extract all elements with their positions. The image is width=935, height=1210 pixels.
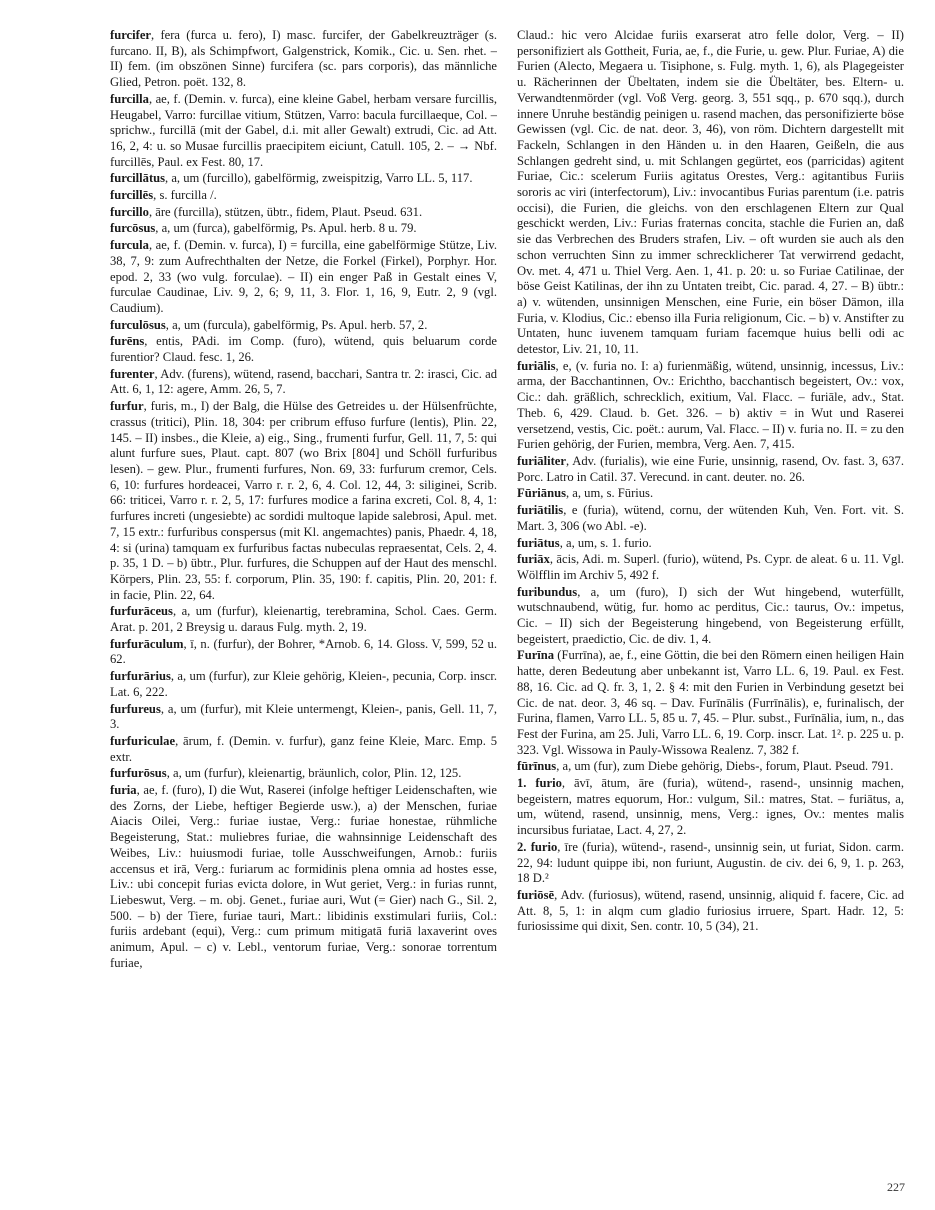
entry-headword: furēns (110, 334, 145, 349)
entry-headword: 1. furio (517, 776, 562, 791)
dictionary-entry (517, 888, 904, 935)
entry-definition: , a, um (furfur), kleienartig, terebramina, Schol. Caes. Germ. Arat. p. 201, 2 Breysig u. daraus Fulg. myth. 2, 19. (110, 604, 497, 635)
dictionary-entry (110, 221, 497, 237)
dictionary-entry (110, 238, 497, 317)
entry-headword: furiāx (517, 552, 550, 567)
entry-headword: furiātilis (517, 503, 564, 518)
dictionary-entry (110, 188, 497, 204)
entry-definition: , a, um (fur), zum Diebe gehörig, Diebs-, forum, Plaut. Pseud. 791. (556, 759, 894, 774)
dictionary-entry (110, 637, 497, 668)
entry-headword: furfurōsus (110, 766, 167, 781)
entry-definition: , īre (furia), wütend-, rasend-, unsinnig sein, ut furiat, Sidon. carm. 22, 94: ludunt quippe ibi, non furiunt, Augustin. de civ. dei 6, 9, 1. p. 263, 18 D.² (517, 839, 904, 886)
dictionary-entry (110, 669, 497, 700)
entry-headword: furiōsē (517, 887, 555, 902)
entry-definition: , ae, f. (furo), I) die Wut, Raserei (infolge heftiger Leidenschaften, wie des Zorns, der Liebe, heftiger Begierde usw.), a) der Menschen, furiae Aiacis Oilei, Verg.: furiae iustae, Verg.: furiae honestae, rühmliche Begeisterung, Stat.: muliebres furiae, die wahnsinnige Leidenschaft des Weibes, Liv.: huiusmodi furiae, tolle Ausschweifungen, Arnob.: furiis accensus et irā, Verg.: furiarum ac formidinis plena omnia ad hostes esse, Liv.: ubi concepit furias evicta dolore, in Wut geriet, Verg.: in furias runnt, Liebeswut, Verg. – m. obj. Genet., furiae auri, Wut (= Gier) nach G., Sil. 2, 500. – b) der Tiere, furiae tauri, Mart.: libidinis exstimulari furiis, Col.: furiis ardebant (equi), Verg.: cum primum mitigatā furiā laxaverint oves animum, Apul. – c) v. Lebl., ventorum furiae, Verg.: sonorae torrentum furiae, (110, 783, 497, 970)
dictionary-entry (517, 776, 904, 839)
entry-definition: , s. furcilla /. (153, 188, 217, 203)
entry-headword: furiāliter (517, 453, 566, 468)
entry-definition: , ārum, f. (Demin. v. furfur), ganz feine Kleie, Marc. Emp. 5 extr. (110, 733, 497, 764)
dictionary-entry (517, 759, 904, 775)
entry-headword: furcillēs (110, 188, 154, 203)
right-column (517, 28, 904, 1183)
entry-definition: , fera (furca u. fero), I) masc. furcifer, der Gabelkreuzträger (s. furcano. II, B), als Schimpfwort, Galgenstrick, Komik., Cic. u. Sen. rhet. – II) fem. (im obszönen Sinne) furcifera (sc. pars corporis), das männliche Glied, Petron. poët. 132, 8. (110, 28, 497, 90)
dictionary-entry (517, 585, 904, 648)
dictionary-entry (517, 486, 904, 502)
entry-headword: furia (110, 783, 137, 798)
entry-headword: furculōsus (110, 317, 166, 332)
dictionary-entry (517, 552, 904, 583)
entry-definition: , ī, n. (furfur), der Bohrer, *Arnob. 6, 14. Gloss. V, 599, 52 u. 62. (110, 636, 497, 667)
dictionary-entry (517, 359, 904, 453)
left-column (110, 28, 497, 1183)
entry-headword: furfuriculae (110, 733, 176, 748)
entry-definition: , a, um, s. 1. furio. (559, 535, 652, 550)
entry-headword: furiātus (517, 535, 560, 550)
dictionary-entry (517, 503, 904, 534)
entry-headword: furfureus (110, 701, 161, 716)
entry-headword: furcōsus (110, 221, 156, 236)
entry-definition: , Adv. (furiosus), wütend, rasend, unsinnig, aliquid f. facere, Cic. ad Att. 8, 5, 1: in alqm cum gladio furiosius irruere, Spart. Hadr. 12, 5: furiosissime qui dixit, Sen. contr. 10, 5 (34), 21. (517, 887, 904, 934)
entry-headword: furcifer (110, 28, 152, 42)
entry-definition: , ācis, Adi. m. Superl. (furio), wütend, Ps. Cypr. de aleat. 6 u. 11. Vgl. Wölfflin im Archiv 5, 492 f. (517, 552, 904, 582)
entry-definition: , ae, f. (Demin. v. furca), I) = furcilla, eine gabelförmige Stütze, Liv. 38, 7, 9: zum Aufrechthalten der Netze, die Forkel (Firkel), Porphyr. Hor. epod. 2, 33 (wo vulg. forculae). – II) ein enger Paß in Gestalt eines V, furculae Caudinae, Liv. 9, 2, 6; 9, 11, 3. Flor. 1, 16, 9, Eutr. 2, 9 (vgl. Caudium). (110, 238, 497, 315)
dictionary-entry (110, 783, 497, 971)
dictionary-entry (517, 536, 904, 552)
entry-headword: fūrīnus (517, 759, 557, 774)
entry-definition: , e, (v. furia no. I: a) furienmäßig, wütend, unsinnig, incessus, Liv.: arma, der Bacchantinnen, Ov.: Erichtho, bacchantisch begeistert, Ov.: vox, Cic.: dah. gräßlich, schrecklich, exitium, Val. Flacc. – furiāle, adv., Stat. Theb. 6, 429. Claud. b. Get. 326. – b) aktiv = in Wut und Raserei versetzend, vestis, Cic. poët.: aurum, Val. Flacc. – II) v. furia no. II. = zu den Furien gehörig, der Furien, membra, Verg. Aen. 7, 415. (517, 358, 904, 452)
entry-headword: Furīna (517, 648, 555, 663)
entry-headword: furfurāceus (110, 604, 173, 619)
entry-definition: , āre (furcilla), stützen, übtr., fidem, Plaut. Pseud. 631. (148, 204, 423, 219)
dictionary-entry (110, 28, 497, 91)
dictionary-entry (110, 399, 497, 603)
dictionary-entry (517, 454, 904, 485)
entry-definition: , furis, m., I) der Balg, die Hülse des Getreides u. der Hülsenfrüchte, crassus (tritici), Plin. 18, 304: per cribrum effuso furfure (lentis), Plin. 22, 145. – II) insbes., die Kleie, a) eig., Sing., frumenti furfur, Gell. 11, 7, 5: qui alunt furfure sues, Plaut. capt. 807 (wo Brix [804] und Schöll furfuribus lesen). – gew. Plur., frumenti furfures, Non. 69, 33: furfurum cremor, Cels. 6, 10: furfures hordeacei, Varro r. r. 2, 6, 4. Col. 12, 44, 3: siliginei, Scrib. 66: triticei, Varro r. r. 2, 5, 17: furfures modice a farina excreti, Col. 8, 4, 1: furfures increti (ungesiebte) ac sordidi multoque lapide salebrosi, Apul. met. 7, 15 extr.: furfuribus conspersus (mit Kl. angemachtes) panis, Phaedr. 4, 18, 4: si (urina) tamquam ex furfuribus factas nubeculas repraesentat, Cels. 2, 4. p. 35, 1 D. – b) übtr., Plur. furfures, die Schuppen auf der Haut des menschl. Körpers, Plin. 23, 55: f. corporum, Plin. 35, 190: f. capitis, Plin. 20, 201: f. in facie, Plin. 22, 64. (110, 399, 497, 602)
entry-definition: , a, um (furfur), kleienartig, bräunlich, color, Plin. 12, 125. (166, 766, 462, 781)
dictionary-entry (110, 766, 497, 782)
entry-headword: furfur (110, 399, 144, 414)
dictionary-entry (110, 604, 497, 635)
entry-headword: 2. furio (517, 839, 558, 854)
entry-headword: furiālis (517, 358, 556, 373)
dictionary-entry (110, 318, 497, 334)
entry-headword: furcilla (110, 91, 149, 106)
entry-definition: , a, um (furcula), gabelförmig, Ps. Apul. herb. 57, 2. (165, 317, 428, 332)
dictionary-entry (110, 702, 497, 733)
dictionary-entry (517, 28, 904, 358)
entry-definition: , a, um (furfur), zur Kleie gehörig, Kleien-, pecunia, Corp. inscr. Lat. 6, 222. (110, 669, 497, 699)
entry-definition: , a, um (furfur), mit Kleie untermengt, Kleien-, panis, Gell. 11, 7, 3. (110, 701, 497, 732)
entry-definition: , a, um (furcillo), gabelförmig, zweispitzig, Varro LL. 5, 117. (165, 171, 473, 186)
dictionary-entry (110, 205, 497, 221)
entry-definition: Claud.: hic vero Alcidae furiis exarserat atro felle dolor, Verg. – II) personifiziert als Gottheit, Furia, ae, f., die Furie, u. gew. Plur. Furiae, A) die Furien (Alecto, Megaera u. Tisiphone, s. Fulg. myth. 1, 6), als Plagegeister u. Rächerinnen der Übeltaten, indem sie die Übeltäter, bes. Eltern- u. Verwandtenmörder (vgl. Voß Verg. georg. 3, 551 sqq., p. 670 sqq.), durch innere Unruhe beständig peinigen u. rasend machen, das personifizierte böse Gewissen (vgl. Cic. de nat. deor. 3, 46), von röm. Dichtern dargestellt mit Fackeln, Schlangen in den Händen u. in den Haaren, Geißeln, die aus Schlangen gedreht sind, u. mit Schlangen gegürtet, eos (parricidas) agitent Furiae, Cic.: scelerum Furiis agitatus Orestes, Verg.: agitantibus Furiis sororis ac viri (interfectorum), Liv.: invocantibus Furias parentum (i.e. patris occisi), die Furien, die gleichs. von den erschlagenen Eltern zur Qual geschickt werden, Liv.: Furias fraternas concita, stachle die Furien an, daß sie das Verbrechen des Bruders strafen, Liv. – oft wurden sie auch als den schon verruchten Sinn zu immer schrecklicherer Tat verwirrend gedacht, Ov. met. 4, 471 u. Thiel Verg. Aen. 1, 41. p. 20: u. so Furiae Catilinae, der böse Geist Katilinas, der ihn zu Untaten treibt, Cic. parad. 4, 27. – B) übtr.: a) v. wütenden, unsinnigen Menschen, eine Furie, ein böser Dämon, illa Furia, v. Klodius, Cic.: ebenso illa Furia religionum, Cic. – b) v. Anstifter zu Untaten, hunc iuvenem tamquam furiam facemque huius belli odi ac detestor, Liv. 21, 10, 11. (517, 28, 904, 357)
dictionary-entry (110, 734, 497, 765)
entry-headword: furcillātus (110, 171, 166, 186)
dictionary-entry (110, 92, 497, 171)
entry-headword: furfurārius (110, 669, 171, 684)
entry-definition: , Adv. (furens), wütend, rasend, bacchari, Santra tr. 2: irasci, Cic. ad Att. 6, 1, 12: agere, Amm. 26, 5, 7. (110, 366, 497, 397)
entry-headword: furenter (110, 366, 155, 381)
entry-headword: furfurāculum (110, 636, 184, 651)
entry-definition: , a, um (furca), gabelförmig, Ps. Apul. herb. 8 u. 79. (155, 221, 417, 236)
entry-definition: , e (furia), wütend, cornu, der wütenden Kuh, Ven. Fort. vit. S. Mart. 3, 306 (wo Abl. -e). (517, 503, 904, 533)
entry-definition: , ae, f. (Demin. v. furca), eine kleine Gabel, herbam versare furcillis, Heugabel, Varro: furcillae vitium, Stützen, Varro: bacula furcillaeque, Col. – sprichw., furcillā (mit der Gabel, d.i. mit aller Gewalt) extrudi, Cic. ad Att. 16, 2, 4: u. so Musae furcillis praecipitem eiciunt, Catull. 105, 2. – → Nbf. furcillēs, Paul. ex Fest. 80, 17. (110, 91, 497, 169)
entry-definition: , a, um, s. Fūrius. (566, 486, 654, 501)
entry-definition: , āvī, ātum, āre (furia), wütend-, rasend-, unsinnig machen, begeistern, matres equorum, Hor.: vulgum, Sil.: matres, Stat. – furiātus, a, um, wütend, rasend, unsinnig, mens, Verg.: ignes, Ov.: mentes malis incursibus furiatae, Lact. 4, 27, 2. (517, 776, 904, 838)
entry-definition: , Adv. (furialis), wie eine Furie, unsinnig, rasend, Ov. fast. 3, 637. Porc. Latro in Catil. 37. Verecund. in cant. deuter. no. 26. (517, 453, 904, 484)
entry-headword: furcillo (110, 204, 149, 219)
dictionary-entry (517, 840, 904, 887)
dictionary-entry (517, 648, 904, 758)
entry-headword: Fūriānus (517, 486, 566, 501)
entry-headword: furcula (110, 238, 149, 253)
entry-definition: (Furrīna), ae, f., eine Göttin, die bei den Römern einen heiligen Hain hatte, deren Bedeutung aber unbekannt ist, Varro LL. 6, 19. Paul. ex Fest. 88, 16. Cic. ad Q. fr. 3, 1, 2. § 4: mit den Furien in Verbindung gesetzt bei Cic. de nat. deor. 3, 46 sq. – Dav. Furīnālis (Furrīnālis), e, furinalisch, der Furina, flamen, Varro LL. 5, 85 u. 7, 45. – Plur. subst., Furīnālia, ium, n., das Fest der Furina, am 25. Juli, Varro LL. 6, 19. Corp. inscr. Lat. 1². p. 225 u. p. 323. Vgl. Wissowa in Pauly-Wissowa Realenz. 7, 382 f. (517, 648, 904, 757)
dictionary-entry (110, 367, 497, 398)
dictionary-entry (110, 171, 497, 187)
entry-definition: , entis, PAdi. im Comp. (furo), wütend, quis beluarum corde furentior? Claud. fesc. 1, 26. (110, 334, 497, 365)
page-number: 227 (887, 1180, 905, 1194)
dictionary-entry (110, 334, 497, 365)
entry-headword: furibundus (517, 584, 578, 599)
entry-definition: , a, um (furo), I) sich der Wut hingebend, wuterfüllt, wutschnaubend, wütig, fur. homo ac perditus, Cic.: taurus, Ov.: impetus, Cic. – II) sich der Begeisterung hingebend, von Begeisterung erfüllt, begeistert, praedictio, Cic. de div. 1, 4. (517, 584, 904, 646)
